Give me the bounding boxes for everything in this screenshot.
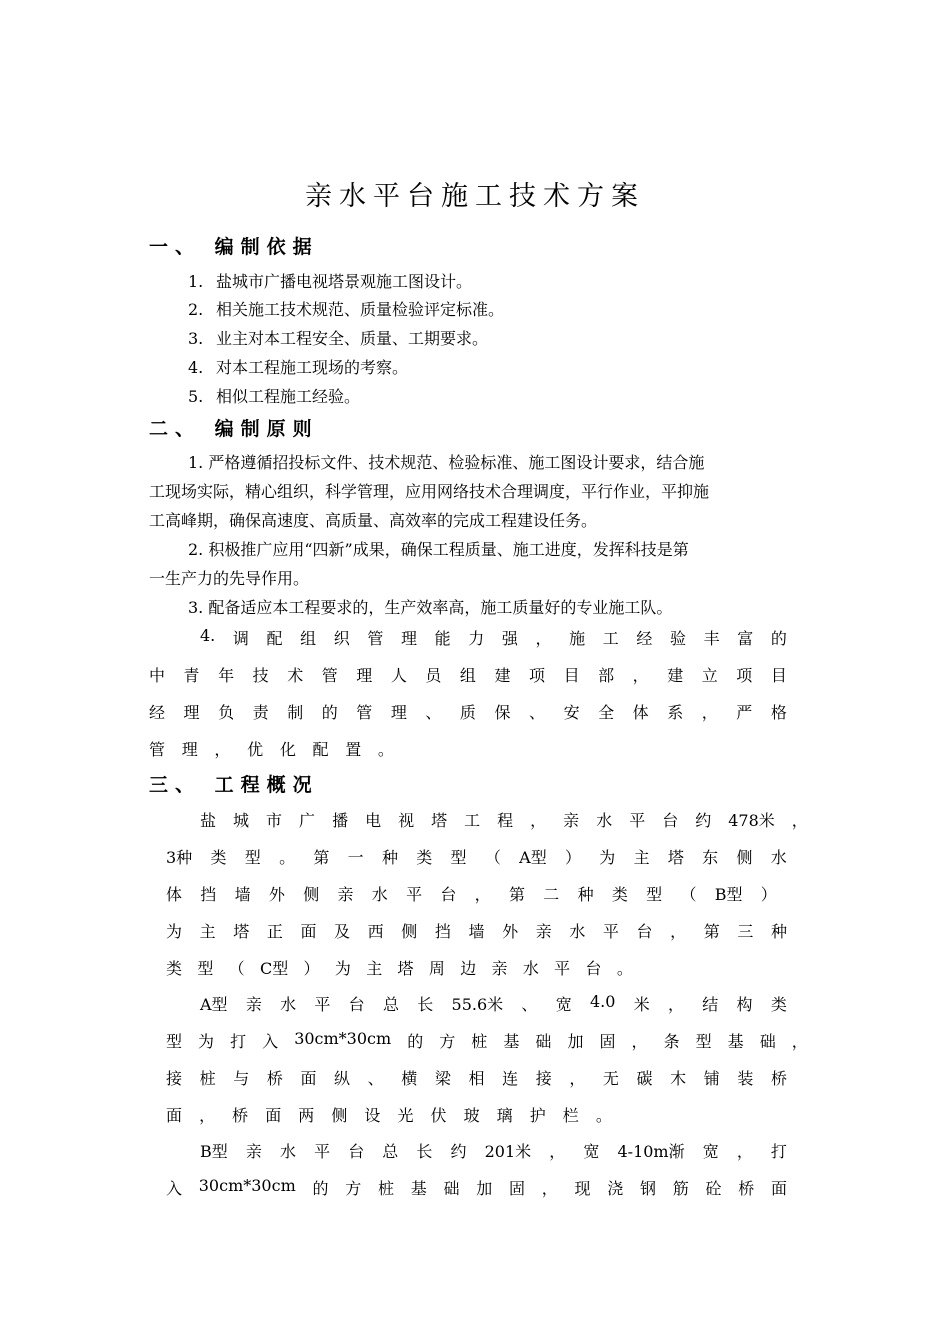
paragraph-line: 3. 配备适应本工程要求的，生产效率高，施工质量好的专业施工队。 — [188, 598, 673, 617]
text-token: 西 — [367, 922, 384, 941]
text-token: 安 — [563, 703, 580, 722]
text-token: 人 — [390, 666, 407, 685]
text-token: A型 — [200, 995, 228, 1014]
list-item: 4. 对本工程施工现场的考察。 — [188, 358, 409, 377]
text-token: B型 — [200, 1142, 228, 1161]
text-token: 为 — [334, 959, 351, 978]
text-token: 亲 — [245, 995, 262, 1014]
text-token: 富 — [737, 629, 754, 648]
text-token: 能 — [434, 629, 451, 648]
section-heading-overview: 三、 工程概况 — [149, 774, 319, 796]
text-token: 组 — [459, 666, 476, 685]
text-token: 型 — [646, 885, 663, 904]
text-token: 砼 — [705, 1179, 722, 1198]
text-token: 类 — [611, 885, 628, 904]
text-token: 力 — [468, 629, 485, 648]
text-token: 浇 — [607, 1179, 624, 1198]
text-token: 严 — [736, 703, 753, 722]
text-token: ， — [701, 703, 718, 722]
text-token: 视 — [398, 811, 415, 830]
spaced-line — [166, 1066, 787, 1089]
text-token: 盐 — [200, 811, 217, 830]
text-token: 建 — [494, 666, 511, 685]
text-token: 中 — [149, 666, 166, 685]
text-token: 优 — [247, 740, 264, 759]
text-token: ， — [535, 629, 552, 648]
list-item: 3. 业主对本工程安全、质量、工期要求。 — [188, 329, 489, 348]
text-token: 术 — [287, 666, 304, 685]
text-token: 理 — [390, 703, 407, 722]
text-token: 桥 — [770, 1069, 787, 1088]
text-token: 碳 — [636, 1069, 653, 1088]
text-token: 桩 — [377, 1179, 394, 1198]
text-token: 管 — [149, 740, 166, 759]
paragraph-line: 一生产力的先导作用。 — [149, 569, 310, 588]
text-token: 长 — [417, 995, 434, 1014]
text-token: 为 — [198, 1032, 215, 1051]
text-token: 面 — [770, 1179, 787, 1198]
text-token: 第 — [508, 885, 525, 904]
text-token: 基 — [727, 1032, 744, 1051]
text-token: 台 — [348, 1142, 365, 1161]
text-token: 侧 — [736, 848, 753, 867]
text-token: ， — [541, 1179, 558, 1198]
text-token: 理 — [356, 666, 373, 685]
text-token: C型 — [259, 959, 289, 978]
text-token: 平 — [314, 995, 331, 1014]
text-token: 固 — [599, 1032, 616, 1051]
text-token: A型 — [519, 848, 547, 867]
text-token: 台 — [662, 811, 679, 830]
text-token: 的 — [407, 1032, 424, 1051]
text-token: 宽 — [583, 1142, 600, 1161]
text-token: ， — [791, 1032, 808, 1051]
paragraph-line: 工现场实际，精心组织，科学管理，应用网络技术合理调度，平行作业，平抑施 — [149, 482, 710, 501]
spaced-line — [166, 882, 777, 905]
text-token: 塔 — [667, 848, 684, 867]
text-token: 第 — [703, 922, 720, 941]
spaced-line — [166, 1176, 787, 1199]
text-token: 的 — [312, 1179, 329, 1198]
text-token: 主 — [199, 922, 216, 941]
text-token: 系 — [667, 703, 684, 722]
text-token: 周 — [428, 959, 445, 978]
text-token: 栏 — [562, 1106, 579, 1125]
text-token: 理 — [401, 629, 418, 648]
text-token: 无 — [602, 1069, 619, 1088]
text-token: ， — [667, 995, 684, 1014]
spaced-line — [200, 808, 808, 831]
text-token: 一 — [347, 848, 364, 867]
text-token: ， — [670, 922, 687, 941]
text-token: 年 — [218, 666, 235, 685]
text-token: 条 — [663, 1032, 680, 1051]
text-token: 加 — [476, 1179, 493, 1198]
text-token: 水 — [569, 922, 586, 941]
text-token: B型 — [714, 885, 743, 904]
text-token: 连 — [502, 1069, 519, 1088]
text-token: ， — [214, 740, 231, 759]
text-token: 侧 — [303, 885, 320, 904]
text-token: ， — [530, 811, 547, 830]
text-token: 玻 — [463, 1106, 480, 1125]
section-heading-principles: 二、 编制原则 — [149, 418, 319, 440]
text-token: （ — [680, 885, 697, 904]
text-token: 铺 — [703, 1069, 720, 1088]
text-token: 基 — [503, 1032, 520, 1051]
text-token: 挡 — [200, 885, 217, 904]
text-token: 台 — [585, 959, 602, 978]
text-token: 桥 — [232, 1106, 249, 1125]
text-token: 平 — [554, 959, 571, 978]
text-token: 电 — [365, 811, 382, 830]
text-token: 的 — [770, 629, 787, 648]
text-token: 平 — [602, 922, 619, 941]
text-token: ， — [631, 1032, 648, 1051]
text-token: ） — [760, 885, 777, 904]
text-token: 体 — [166, 885, 183, 904]
text-token: 及 — [334, 922, 351, 941]
text-token: ， — [549, 1142, 566, 1161]
text-token: 、 — [425, 703, 442, 722]
text-token: 东 — [702, 848, 719, 867]
text-token: 4. — [200, 626, 216, 645]
text-token: 础 — [535, 1032, 552, 1051]
text-token: 青 — [183, 666, 200, 685]
text-token: 技 — [252, 666, 269, 685]
text-token: 种 — [381, 848, 398, 867]
text-token: 边 — [460, 959, 477, 978]
text-token: 种 — [770, 922, 787, 941]
text-token: 桩 — [199, 1069, 216, 1088]
text-token: 宽 — [702, 1142, 719, 1161]
text-token: 责 — [252, 703, 269, 722]
text-token: 础 — [443, 1179, 460, 1198]
text-token: 调 — [232, 629, 249, 648]
text-token: 平 — [314, 1142, 331, 1161]
text-token: 型 — [450, 848, 467, 867]
text-token: 础 — [759, 1032, 776, 1051]
spaced-line — [200, 992, 787, 1015]
text-token: 201米 — [484, 1142, 532, 1161]
spaced-line — [149, 663, 787, 686]
paragraph-line: 1. 严格遵循招投标文件、技术规范、检验标准、施工图设计要求，结合施 — [188, 453, 705, 472]
text-token: 约 — [450, 1142, 467, 1161]
text-token: 侧 — [331, 1106, 348, 1125]
text-token: 面 — [300, 922, 317, 941]
text-token: 设 — [364, 1106, 381, 1125]
text-token: 亲 — [563, 811, 580, 830]
text-token: 纵 — [334, 1069, 351, 1088]
text-token: 桩 — [471, 1032, 488, 1051]
text-token: ， — [791, 811, 808, 830]
text-token: 水 — [522, 959, 539, 978]
text-token: 约 — [695, 811, 712, 830]
text-token: 配 — [266, 629, 283, 648]
text-token: 台 — [348, 995, 365, 1014]
text-token: 立 — [701, 666, 718, 685]
text-token: 水 — [770, 848, 787, 867]
text-token: 类 — [770, 995, 787, 1014]
text-token: 方 — [345, 1179, 362, 1198]
text-token: ， — [632, 666, 649, 685]
text-token: 面 — [265, 1106, 282, 1125]
spaced-line — [166, 1029, 808, 1052]
text-token: 基 — [410, 1179, 427, 1198]
text-token: 结 — [702, 995, 719, 1014]
document-title: 亲水平台施工技术方案 — [305, 181, 645, 212]
paragraph-line: 工高峰期，确保高速度、高质量、高效率的完成工程建设任务。 — [149, 511, 598, 530]
spaced-line — [166, 956, 633, 979]
text-token: 与 — [233, 1069, 250, 1088]
text-token: 城 — [233, 811, 250, 830]
text-token: 质 — [459, 703, 476, 722]
list-item: 5. 相似工程施工经验。 — [188, 387, 361, 406]
text-token: 两 — [298, 1106, 315, 1125]
section-heading-basis: 一、 编制依据 — [149, 236, 319, 258]
text-token: 经 — [149, 703, 166, 722]
text-token: 亲 — [337, 885, 354, 904]
text-token: 4.0 — [589, 992, 616, 1011]
text-token: 构 — [736, 995, 753, 1014]
text-token: 水 — [371, 885, 388, 904]
text-token: 建 — [667, 666, 684, 685]
text-token: 强 — [501, 629, 518, 648]
text-token: 接 — [535, 1069, 552, 1088]
text-token: 打 — [230, 1032, 247, 1051]
text-token: 30cm*30cm — [198, 1176, 296, 1195]
text-token: 护 — [529, 1106, 546, 1125]
text-token: 保 — [494, 703, 511, 722]
text-token: ） — [564, 848, 581, 867]
text-token: 主 — [633, 848, 650, 867]
text-token: 类 — [210, 848, 227, 867]
text-token: 丰 — [703, 629, 720, 648]
text-token: 面 — [300, 1069, 317, 1088]
text-token: 台 — [636, 922, 653, 941]
text-token: 55.6米 — [451, 995, 504, 1014]
text-token: ， — [736, 1142, 753, 1161]
text-token: 工 — [464, 811, 481, 830]
spaced-line — [200, 626, 787, 649]
text-token: 市 — [266, 811, 283, 830]
spaced-line — [200, 1139, 787, 1162]
text-token: 塔 — [431, 811, 448, 830]
text-token: 员 — [425, 666, 442, 685]
text-token: 二 — [543, 885, 560, 904]
text-token: 米 — [633, 995, 650, 1014]
text-token: 。 — [377, 740, 394, 759]
text-token: 桥 — [738, 1179, 755, 1198]
text-token: 水 — [596, 811, 613, 830]
text-token: 理 — [181, 740, 198, 759]
spaced-line — [149, 737, 394, 760]
text-token: 工 — [602, 629, 619, 648]
text-token: 类 — [416, 848, 433, 867]
text-token: 三 — [737, 922, 754, 941]
list-item: 2. 相关施工技术规范、质量检验评定标准。 — [188, 300, 505, 319]
text-token: 的 — [321, 703, 338, 722]
text-token: 型 — [197, 959, 214, 978]
text-token: 入 — [166, 1179, 183, 1198]
text-token: 施 — [569, 629, 586, 648]
text-token: 钢 — [639, 1179, 656, 1198]
text-token: 宽 — [555, 995, 572, 1014]
text-token: 伏 — [430, 1106, 447, 1125]
text-token: 筋 — [672, 1179, 689, 1198]
text-token: 30cm*30cm — [294, 1029, 392, 1048]
text-token: 配 — [312, 740, 329, 759]
text-token: 管 — [321, 666, 338, 685]
text-token: 理 — [183, 703, 200, 722]
text-token: 水 — [280, 995, 297, 1014]
text-token: 外 — [502, 922, 519, 941]
text-token: 亲 — [535, 922, 552, 941]
text-token: 外 — [268, 885, 285, 904]
spaced-line — [166, 1103, 612, 1126]
text-token: 平 — [629, 811, 646, 830]
text-token: 装 — [737, 1069, 754, 1088]
text-token: 加 — [567, 1032, 584, 1051]
text-token: 经 — [636, 629, 653, 648]
text-token: 梁 — [434, 1069, 451, 1088]
text-token: 、 — [529, 703, 546, 722]
text-token: 面 — [166, 1106, 183, 1125]
text-token: 管 — [356, 703, 373, 722]
text-token: 负 — [218, 703, 235, 722]
text-token: 固 — [508, 1179, 525, 1198]
text-token: 程 — [497, 811, 514, 830]
text-token: 长 — [416, 1142, 433, 1161]
text-token: 。 — [595, 1106, 612, 1125]
text-token: 木 — [670, 1069, 687, 1088]
spaced-line — [149, 700, 787, 723]
text-token: 种 — [577, 885, 594, 904]
text-token: 、 — [521, 995, 538, 1014]
text-token: 型 — [695, 1032, 712, 1051]
text-token: 。 — [279, 848, 296, 867]
text-token: 全 — [598, 703, 615, 722]
text-token: 接 — [166, 1069, 183, 1088]
text-token: 型 — [244, 848, 261, 867]
text-token: 入 — [262, 1032, 279, 1051]
text-token: 光 — [397, 1106, 414, 1125]
text-token: 型 — [166, 1032, 183, 1051]
text-token: 置 — [345, 740, 362, 759]
text-token: 项 — [529, 666, 546, 685]
text-token: ， — [569, 1069, 586, 1088]
text-token: 目 — [563, 666, 580, 685]
text-token: 播 — [332, 811, 349, 830]
text-token: 正 — [266, 922, 283, 941]
text-token: （ — [484, 848, 501, 867]
text-token: 目 — [770, 666, 787, 685]
text-token: 墙 — [468, 922, 485, 941]
text-token: ， — [474, 885, 491, 904]
text-token: 主 — [366, 959, 383, 978]
text-token: 总 — [382, 995, 399, 1014]
text-token: 项 — [736, 666, 753, 685]
text-token: 4-10m渐 — [617, 1142, 685, 1161]
text-token: 亲 — [491, 959, 508, 978]
text-token: 管 — [367, 629, 384, 648]
text-token: 验 — [670, 629, 687, 648]
text-token: 为 — [599, 848, 616, 867]
list-item: 1. 盐城市广播电视塔景观施工图设计。 — [188, 272, 473, 291]
text-token: 部 — [598, 666, 615, 685]
text-token: 3种 — [166, 848, 193, 867]
text-token: ） — [303, 959, 320, 978]
text-token: 、 — [367, 1069, 384, 1088]
text-token: 格 — [770, 703, 787, 722]
text-token: 总 — [382, 1142, 399, 1161]
text-token: 组 — [300, 629, 317, 648]
text-token: 水 — [279, 1142, 296, 1161]
text-token: 塔 — [397, 959, 414, 978]
spaced-line — [166, 919, 787, 942]
text-token: 化 — [279, 740, 296, 759]
text-token: 相 — [468, 1069, 485, 1088]
text-token: 墙 — [234, 885, 251, 904]
paragraph-line: 2. 积极推广应用“四新”成果，确保工程质量、施工进度，发挥科技是第 — [188, 540, 689, 559]
text-token: 桥 — [266, 1069, 283, 1088]
text-token: 方 — [439, 1032, 456, 1051]
text-token: 侧 — [401, 922, 418, 941]
text-token: 478米 — [728, 811, 775, 830]
text-token: 广 — [299, 811, 316, 830]
text-token: 为 — [166, 922, 183, 941]
text-token: （ — [228, 959, 245, 978]
text-token: 璃 — [496, 1106, 513, 1125]
text-token: 。 — [616, 959, 633, 978]
text-token: 横 — [401, 1069, 418, 1088]
text-token: 类 — [166, 959, 183, 978]
text-token: 亲 — [245, 1142, 262, 1161]
text-token: 台 — [440, 885, 457, 904]
text-token: 制 — [287, 703, 304, 722]
text-token: ， — [199, 1106, 216, 1125]
text-token: 织 — [333, 629, 350, 648]
text-token: 挡 — [434, 922, 451, 941]
text-token: 第 — [313, 848, 330, 867]
text-token: 现 — [574, 1179, 591, 1198]
text-token: 体 — [632, 703, 649, 722]
text-token: 打 — [770, 1142, 787, 1161]
spaced-line — [166, 845, 787, 868]
text-token: 塔 — [233, 922, 250, 941]
text-token: 平 — [406, 885, 423, 904]
